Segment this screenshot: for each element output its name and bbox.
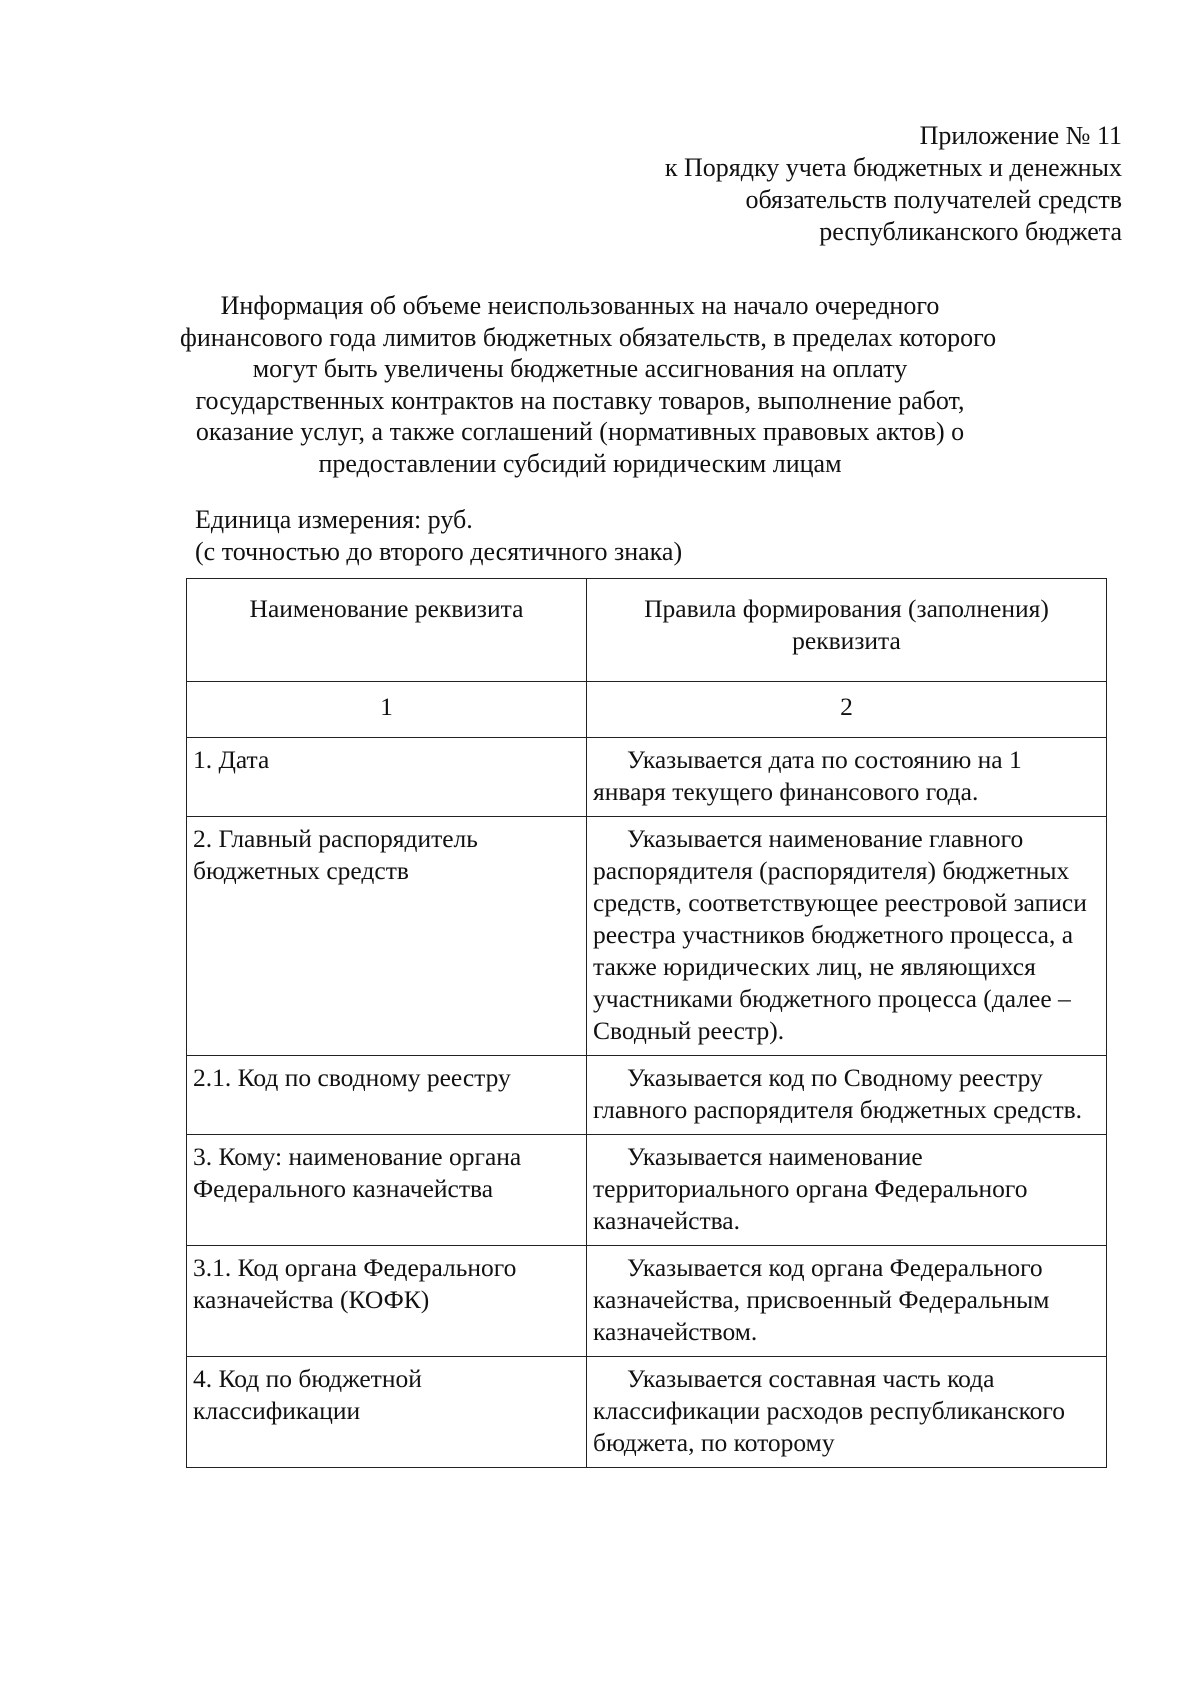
requisite-rule: Указывается наименование главного распорядителя (распорядителя) бюджетных средств, соответствующее реестровой записи реестра участников бюджетного процесса, а также юридических лиц, не являющихся участниками бюджетного процесса (далее – Сводный реестр). [587,817,1107,1056]
header-requisite-name: Наименование реквизита [187,579,587,682]
requisite-rule: Указывается код органа Федерального казначейства, присвоенный Федеральным казначейством. [587,1246,1107,1357]
column-number: 1 [187,682,587,738]
measurement-units [195,504,682,568]
requisite-rule: Указывается наименование территориального органа Федерального казначейства. [587,1135,1107,1246]
title-line: финансового года лимитов бюджетных обязательств, в пределах которого [180,322,997,352]
table-row [187,1246,1107,1357]
requisite-name: 2.1. Код по сводному реестру [187,1056,587,1135]
table-row [187,1357,1107,1468]
title-line: предоставлении субсидий юридическим лицам [318,448,842,478]
appendix-ref-line-1: к Порядку учета бюджетных и денежных [664,153,1122,182]
appendix-header [665,120,1122,248]
table-header-row [187,579,1107,682]
requisite-name: 1. Дата [187,738,587,817]
column-number: 2 [587,682,1107,738]
table-row [187,1056,1107,1135]
header-filling-rules: Правила формирования (заполнения) реквизита [587,579,1107,682]
requisite-name: 4. Код по бюджетной классификации [187,1357,587,1468]
appendix-number: Приложение № 11 [919,121,1122,150]
requisites-table [186,578,1107,1468]
table-row [187,817,1107,1056]
requisite-name: 3. Кому: наименование органа Федерального казначейства [187,1135,587,1246]
column-number-row [187,682,1107,738]
requisite-rule: Указывается код по Сводному реестру главного распорядителя бюджетных средств. [587,1056,1107,1135]
precision-line: (с точностью до второго десятичного знака) [195,537,683,566]
title-line: Информация об объеме неиспользованных на начало очередного [220,291,940,320]
requisite-rule: Указывается дата по состоянию на 1 января текущего финансового года. [587,738,1107,817]
table-row [187,1135,1107,1246]
title-line: оказание услуг, а также соглашений (нормативных правовых актов) о [195,417,965,446]
requisite-name: 3.1. Код органа Федерального казначейства (КОФК) [187,1246,587,1357]
title-line: государственных контрактов на поставку товаров, выполнение работ, [195,385,965,415]
appendix-ref-line-3: республиканского бюджета [819,217,1122,246]
table-row [187,738,1107,817]
document-title [180,290,997,479]
requisite-rule: Указывается составная часть кода классификации расходов республиканского бюджета, по которому [587,1357,1107,1468]
requisite-name: 2. Главный распорядитель бюджетных средств [187,817,587,1056]
appendix-ref-line-2: обязательств получателей средств [745,185,1122,214]
units-line: Единица измерения: руб. [195,505,473,534]
title-line: могут быть увеличены бюджетные ассигнования на оплату [252,354,908,383]
